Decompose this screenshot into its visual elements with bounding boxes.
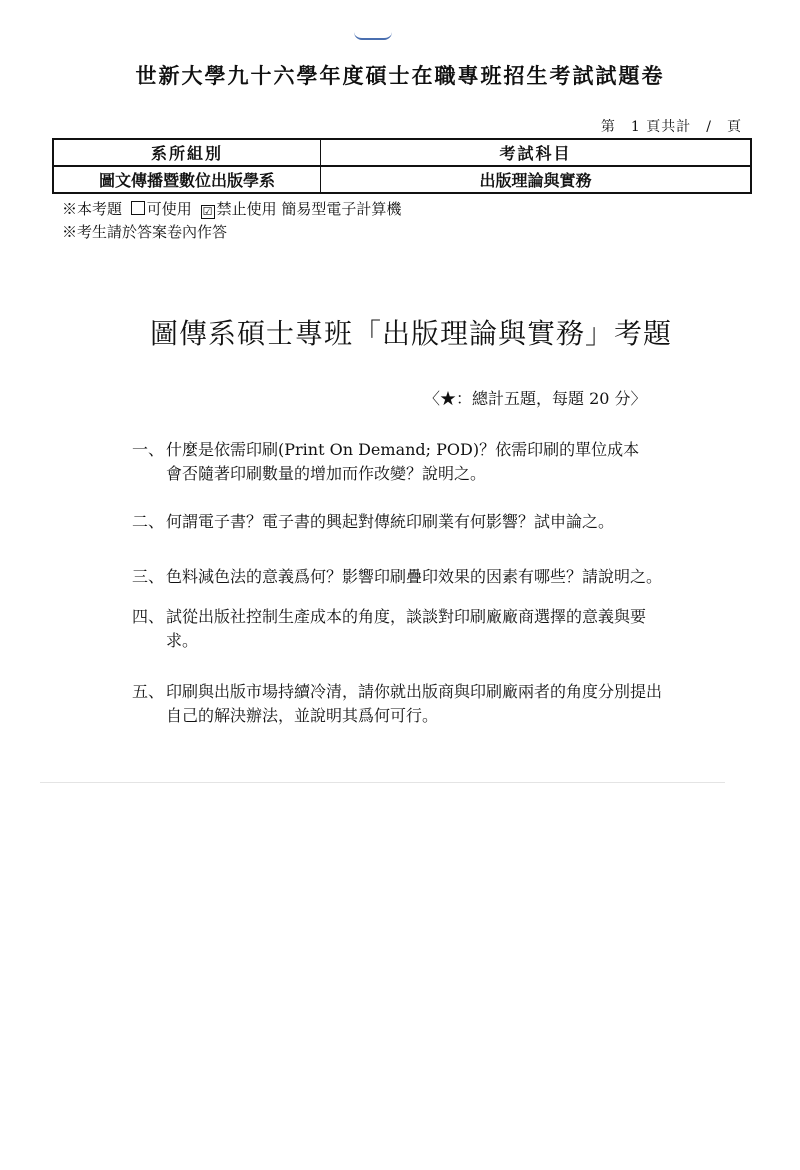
dept-value: 圖文傳播暨數位出版學系 (53, 166, 321, 193)
question-5 (132, 680, 692, 728)
subject-header: 考試科目 (321, 139, 752, 166)
question-number: 五、 (132, 682, 165, 701)
question-line: 印刷與出版市場持續冷清，請你就出版商與印刷廠兩者的角度分別提出 (166, 682, 663, 701)
question-line: 何謂電子書？電子書的興起對傳統印刷業有何影響？試申論之。 (166, 512, 615, 531)
forbidden-label: 禁止使用 (216, 200, 277, 218)
document-title: 世新大學九十六學年度碩士在職專班招生考試試題卷 (135, 63, 665, 88)
question-line: 求。 (166, 631, 199, 650)
question-line: 自己的解決辦法，並說明其爲何可行。 (166, 706, 439, 725)
question-4 (132, 605, 692, 653)
question-line: 會否隨著印刷數量的增加而作改變？說明之。 (166, 464, 487, 483)
scan-mark (354, 32, 392, 40)
info-table-header-row (53, 139, 751, 166)
question-line: 色料減色法的意義爲何？影響印刷疊印效果的因素有哪些？請說明之。 (166, 567, 663, 586)
question-3 (132, 565, 692, 589)
allowed-label: 可使用 (146, 200, 192, 218)
calculator-note-prefix: ※本考題 (62, 200, 123, 218)
allowed-checkbox-icon (131, 201, 145, 215)
question-line: 試從出版社控制生產成本的角度，談談對印刷廠廠商選擇的意義與要 (166, 607, 647, 626)
question-line: 什麼是依需印刷(Print On Demand; POD)？依需印刷的單位成本 (166, 440, 640, 459)
calculator-note (62, 200, 401, 219)
dept-header: 系所組別 (53, 139, 321, 166)
info-table-value-row (53, 166, 751, 193)
question-number: 一、 (132, 440, 165, 459)
forbidden-checkbox-icon: ☑ (201, 205, 215, 219)
scoring-note: 〈★：總計五題，每題 20 分〉 (424, 389, 647, 408)
info-table (52, 138, 752, 194)
subject-value: 出版理論與實務 (321, 166, 752, 193)
page-count: 第 1 頁共計 / 頁 (600, 119, 742, 135)
exam-title: 圖傳系碩士專班「出版理論與實務」考題 (149, 317, 672, 350)
page-divider (40, 782, 725, 783)
question-number: 三、 (132, 567, 165, 586)
question-number: 四、 (132, 607, 165, 626)
question-1 (132, 438, 692, 486)
calculator-note-suffix: 簡易型電子計算機 (281, 200, 402, 218)
answer-note: ※考生請於答案卷內作答 (62, 223, 228, 241)
question-2 (132, 510, 692, 534)
question-number: 二、 (132, 512, 165, 531)
